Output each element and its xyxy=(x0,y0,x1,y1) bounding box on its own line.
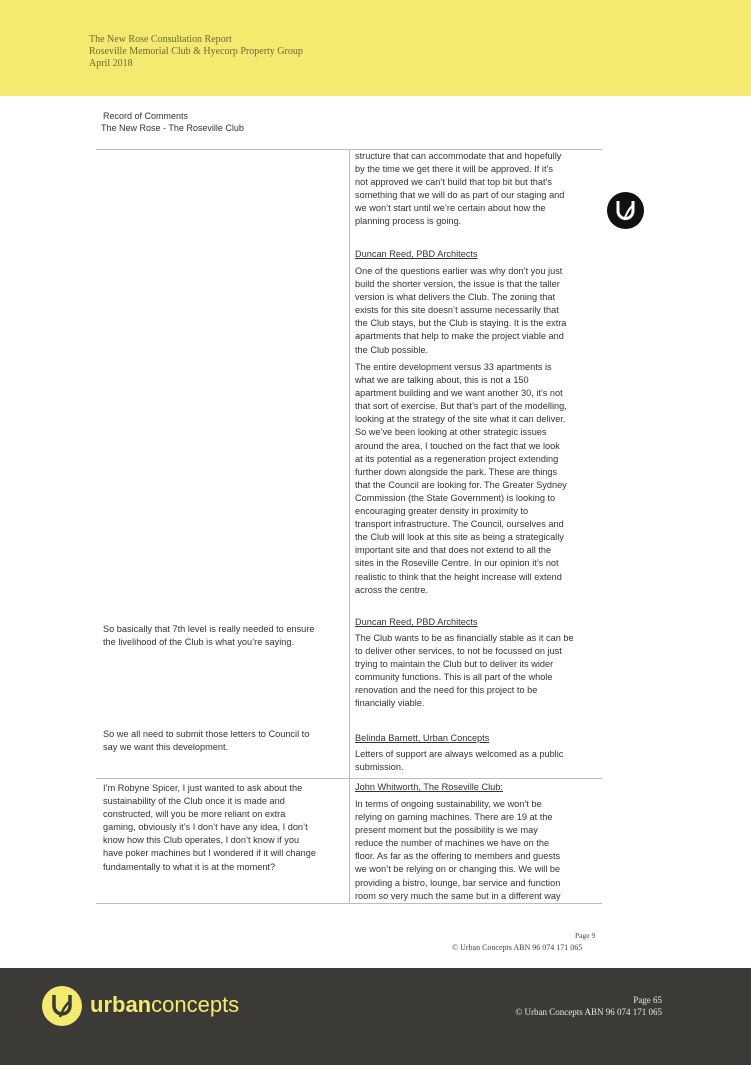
speaker-name: John Whitworth, The Roseville Club: xyxy=(355,782,503,792)
comment-text: structure that can accommodate that and hopefully by the time we get there it will be approved. If it’s not approved we can’t build that top bit but that’s something that we will do as part of our staging and we won’t start until we’re certain about how the planning process is going. xyxy=(355,151,565,227)
response-text: One of the questions earlier was why don’t you just build the shorter version, the issue is that the taller version is what delivers the Club. The zoning that exists for this site doesn’t assume necessarily that the Club stays, but the Club is staying. It is the extra apartments that help to make the project viable and the Club possible. xyxy=(355,266,567,355)
brand-wordmark: urbanconcepts xyxy=(90,992,240,1017)
response-text: The Club wants to be as financially stable as it can be to deliver other services, to not be focussed on just trying to maintain the Club but to deliver its wider community functions. This is all part of the whole renovation and the need for this project to be financially viable. xyxy=(355,633,574,709)
table-bottom-rule xyxy=(96,903,602,904)
response-text: In terms of ongoing sustainability, we won’t be relying on gaming machines. There are 19 at the present moment but the possibility is we may reduce the number of machines we have on the floor. As far as the offering to members and guests we won’t be relying on or changing this. We will be providing a bistro, lounge, bar service and function room so very much the same but in a different way xyxy=(355,799,561,901)
speaker-name: Belinda Barnett, Urban Concepts xyxy=(355,733,490,743)
column-divider xyxy=(349,149,350,903)
row-rule xyxy=(96,778,602,779)
header-band xyxy=(0,0,751,96)
urban-concepts-logo-icon xyxy=(607,192,644,229)
speaker-name: Duncan Reed, PBD Architects xyxy=(355,249,478,259)
report-date: April 2018 xyxy=(89,58,133,69)
record-subtitle: The New Rose - The Roseville Club xyxy=(101,123,244,133)
footer-copyright: © Urban Concepts ABN 96 074 171 065 xyxy=(515,1007,662,1017)
inner-page-number: Page 9 xyxy=(575,931,596,940)
record-title: Record of Comments xyxy=(103,111,189,121)
report-client: Roseville Memorial Club & Hyecorp Property Group xyxy=(89,46,303,57)
response-text: The entire development versus 33 apartments is what we are talking about, this is not a 150 apartment building and we want another 30, it’s not that sort of exercise. But that’s part of the modelling, looking at the strategy of the site what it can deliver. So we’ve been looking at other strategic issues around the area, I touched on the fact that we look at its potential as a regeneration project extending further down alongside the park. These are things that the Council are looking for. The Greater Sydney Commission (the State Government) is looking to encouraging greater density in proximity to transport infrastructure. The Council, ourselves and the Club will look at this site as being a strategically important site and that does not extend to all the sites in the Roseville Centre. In our opinion it’s not realistic to think that the height increase will extend across the centre. xyxy=(355,362,567,595)
comment-text: So basically that 7th level is really needed to ensure the livelihood of the Club is what you’re saying. xyxy=(103,624,315,648)
urban-concepts-footer-logo-icon xyxy=(42,986,82,1026)
speaker-name: Duncan Reed, PBD Architects xyxy=(355,617,478,627)
comment-text: So we all need to submit those letters to Council to say we want this development. xyxy=(103,729,310,753)
inner-copyright: © Urban Concepts ABN 96 074 171 065 xyxy=(452,943,583,952)
report-title: The New Rose Consultation Report xyxy=(89,34,232,45)
comment-text: I’m Robyne Spicer, I just wanted to ask about the sustainability of the Club once it is made and constructed, will you be more reliant on extra gaming, obviously it’s I don’t have any idea, I don’t know how this Club operates, I don’t know if you have poker machines but I wondered if it will change fundamentally to what it is at the moment? xyxy=(103,783,316,872)
response-text: Letters of support are always welcomed as a public submission. xyxy=(355,749,564,773)
footer-page-number: Page 65 xyxy=(633,995,662,1005)
